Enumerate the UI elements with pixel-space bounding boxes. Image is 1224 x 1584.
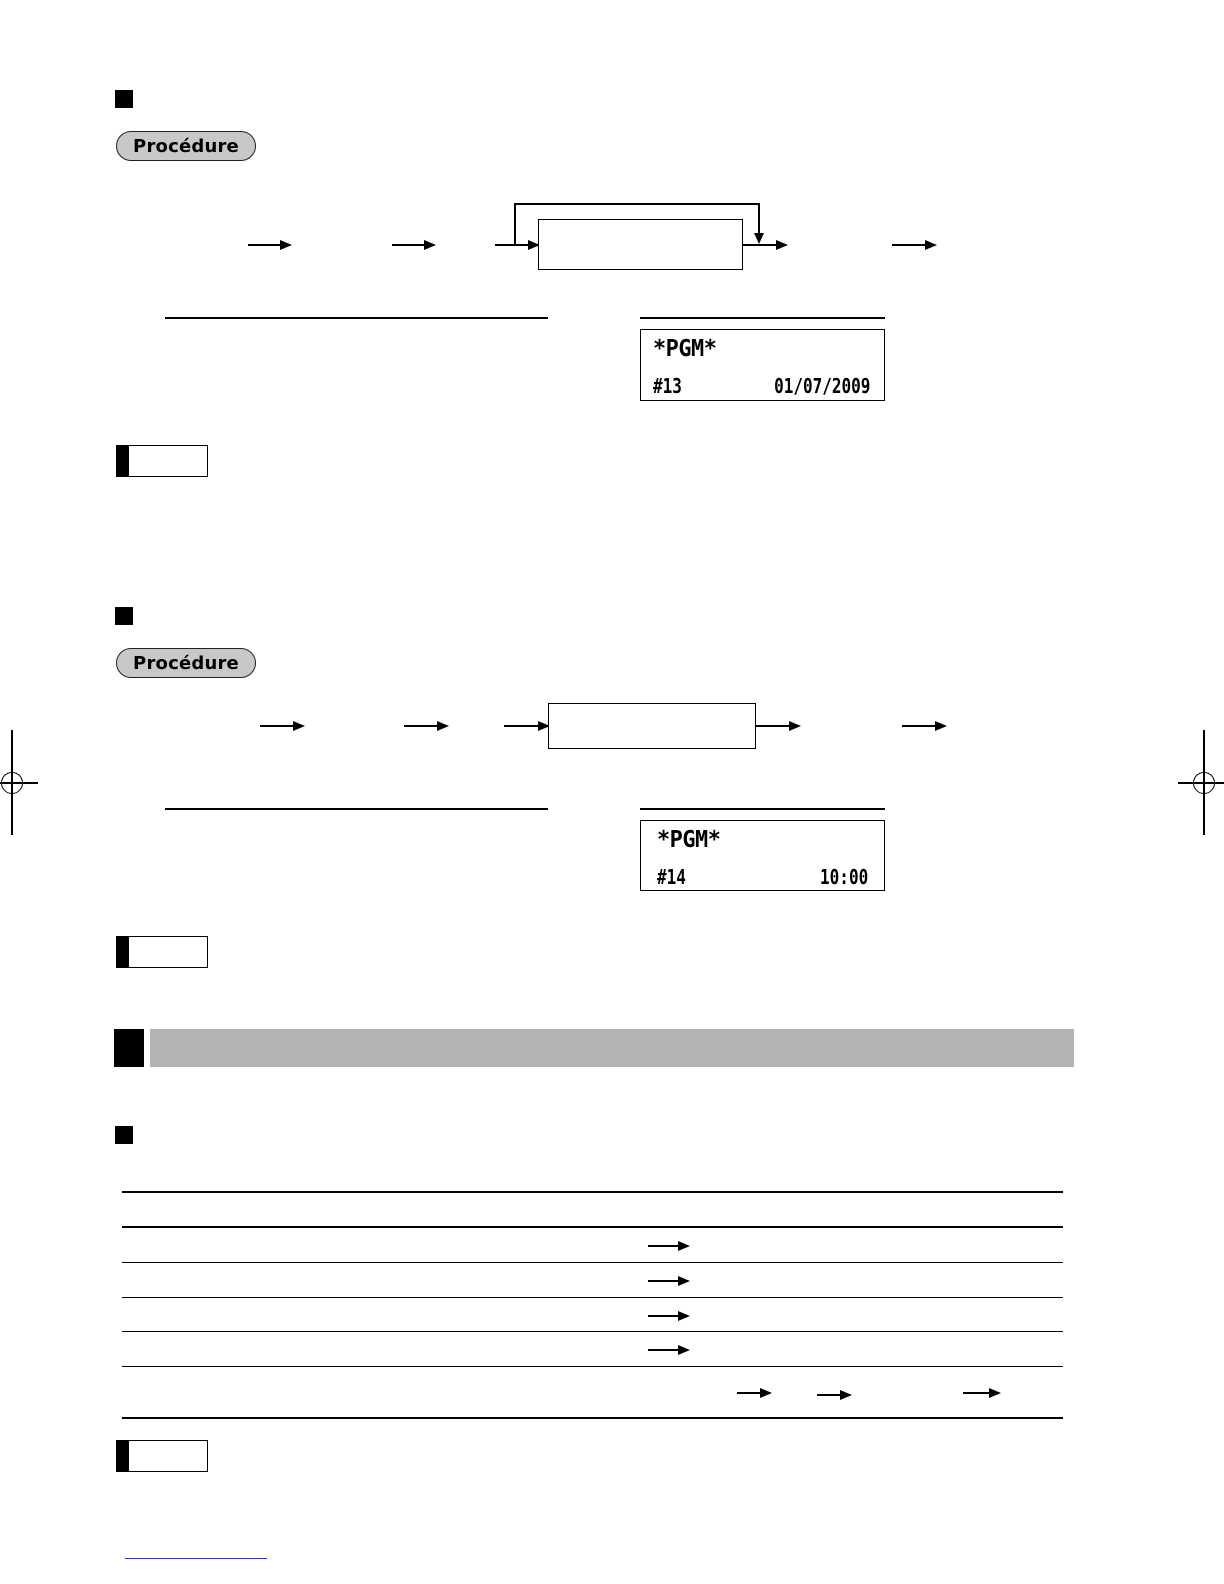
key-operation-rule-2 bbox=[165, 808, 548, 810]
procedure-badge-1: Procédure bbox=[116, 131, 256, 161]
flow-arrow bbox=[892, 244, 935, 246]
repeat-input-box bbox=[538, 219, 743, 270]
display-date: 01/07/2009 bbox=[773, 374, 870, 398]
display-job-code: #14 bbox=[657, 865, 686, 889]
loop-line-right bbox=[758, 203, 760, 235]
loop-line-left bbox=[514, 203, 516, 245]
note-label-2 bbox=[116, 936, 208, 968]
display-time: 10:00 bbox=[819, 865, 868, 889]
display-job-code: #13 bbox=[653, 374, 682, 398]
flow-arrow bbox=[902, 725, 945, 727]
table-row-rule bbox=[122, 1331, 1063, 1332]
footer-link-rule bbox=[125, 1558, 267, 1559]
flow-arrow bbox=[404, 725, 447, 727]
table-row-rule bbox=[122, 1262, 1063, 1263]
flow-arrow bbox=[743, 244, 786, 246]
table-header-rule bbox=[122, 1226, 1063, 1228]
section-bullet-2 bbox=[115, 607, 133, 625]
display-mode: *PGM* bbox=[653, 336, 717, 362]
table-row-rule bbox=[122, 1297, 1063, 1298]
flow-arrow bbox=[260, 725, 303, 727]
reg-circle bbox=[1, 772, 23, 794]
display-rule-2 bbox=[640, 808, 885, 810]
display-rule-1 bbox=[640, 317, 885, 319]
display-mode: *PGM* bbox=[657, 827, 721, 853]
flow-arrow bbox=[504, 725, 548, 727]
table-row-arrow bbox=[648, 1245, 688, 1247]
lcd-display-2 bbox=[640, 820, 885, 891]
flow-arrow bbox=[495, 244, 538, 246]
flow-arrow bbox=[392, 244, 434, 246]
table-row-arrow bbox=[648, 1315, 688, 1317]
section-bullet-3 bbox=[115, 1126, 133, 1144]
loop-arrowhead bbox=[754, 233, 764, 244]
note-label-1 bbox=[116, 445, 208, 477]
table-row-rule bbox=[122, 1366, 1063, 1367]
lcd-display-1 bbox=[640, 329, 885, 401]
table-row-arrow bbox=[817, 1394, 850, 1396]
time-input-box bbox=[548, 703, 756, 749]
table-bottom-rule bbox=[122, 1417, 1063, 1419]
note-label-3 bbox=[116, 1440, 208, 1472]
table-row-arrow bbox=[737, 1392, 770, 1394]
flow-arrow bbox=[756, 725, 799, 727]
key-operation-rule-1 bbox=[165, 317, 548, 319]
reg-circle bbox=[1193, 772, 1215, 794]
procedure-badge-2: Procédure bbox=[116, 648, 256, 678]
table-row-arrow bbox=[963, 1392, 999, 1394]
table-row-arrow bbox=[648, 1280, 688, 1282]
section-heading-bar bbox=[150, 1029, 1074, 1067]
section-heading-marker bbox=[114, 1029, 144, 1067]
section-bullet-1 bbox=[115, 90, 133, 108]
loop-line-top bbox=[514, 203, 759, 205]
table-row-arrow bbox=[648, 1349, 688, 1351]
flow-arrow bbox=[248, 244, 290, 246]
table-top-rule bbox=[122, 1191, 1063, 1193]
